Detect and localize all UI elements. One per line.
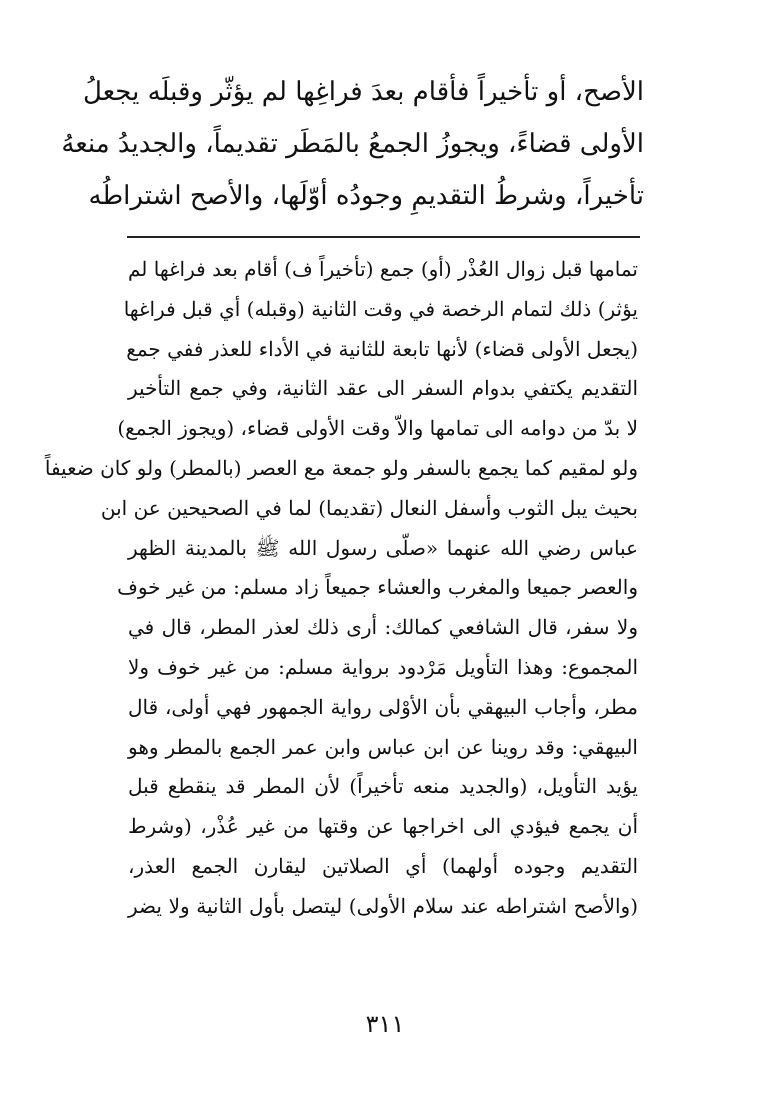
commentary-line: ولا سفر، قال الشافعي كمالك: أرى ذلك لعذر المطر، قال في <box>128 615 638 640</box>
commentary-line: التقديم يكتفي بدوام السفر الى عقد الثانية، وفي جمع التأخير <box>128 376 638 401</box>
main-text-line: الأولى قضاءً، ويجوزُ الجمعُ بالمَطَر تقديماً، والجديدُ منعهُ <box>61 129 644 159</box>
commentary-line: تمامها قبل زوال العُذْر (أو) جمع (تأخيراً ف) أقام بعد فراغها لم <box>128 257 638 281</box>
commentary-line: لا بدّ من دوامه الى تمامها والاّ وقت الأولى قضاء، (ويجوز الجمع) <box>117 416 638 441</box>
main-text-block <box>61 66 644 222</box>
commentary-line: البيهقي: وقد روينا عن ابن عباس وابن عمر الجمع بالمطر وهو <box>128 734 638 759</box>
section-divider <box>127 236 640 238</box>
commentary-line: يؤيد التأويل، (والجديد منعه تأخيراً) لأن المطر قد ينقطع قبل <box>128 774 638 799</box>
commentary-line: عباس رضي الله عنهما «صلّى رسول الله ﷺ بالمدينة الظهر <box>128 535 638 560</box>
commentary-line: يؤثر) ذلك لتمام الرخصة في وقت الثانية (وقبله) أي قبل فراغها <box>123 296 638 321</box>
commentary-block <box>44 250 638 927</box>
commentary-line: أن يجمع فيؤدي الى اخراجها عن وقتها من غير عُذْر، (وشرط <box>128 814 638 839</box>
main-text-line: الأصح، أو تأخيراً فأقام بعدَ فراغِها لم يؤثّر وقبلَه يجعلُ <box>83 77 644 107</box>
commentary-line: بحيث يبل الثوب وأسفل النعال (تقديما) لما في الصحيحين عن ابن <box>100 495 638 520</box>
commentary-line: (والأصح اشتراطه عند سلام الأولى) ليتصل بأول الثانية ولا يضر <box>128 893 638 918</box>
page-number: ٣١١ <box>365 1010 405 1038</box>
commentary-line: والعصر جميعا والمغرب والعشاء جميعاً زاد مسلم: من غير خوف <box>117 575 638 600</box>
commentary-line: مطر، وأجاب البيهقي بأن الأوْلى رواية الجمهور فهي أولى، قال <box>128 694 638 719</box>
main-text-line: تأخيراً، وشرطُ التقديمِ وجودُه أوّلَها، والأصح اشتراطُه <box>88 181 644 211</box>
commentary-line: (يجعل الأولى قضاء) لأنها تابعة للثانية في الأداء للعذر ففي جمع <box>126 336 638 361</box>
commentary-line: المجموع: وهذا التأويل مَرْدود برواية مسلم: من غير خوف ولا <box>128 654 638 679</box>
commentary-line: ولو لمقيم كما يجمع بالسفر ولو جمعة مع العصر (بالمطر) ولو كان ضعيفاً <box>44 455 638 480</box>
commentary-line: التقديم وجوده أولهما) أي الصلاتين ليقارن الجمع العذر، <box>128 853 638 878</box>
